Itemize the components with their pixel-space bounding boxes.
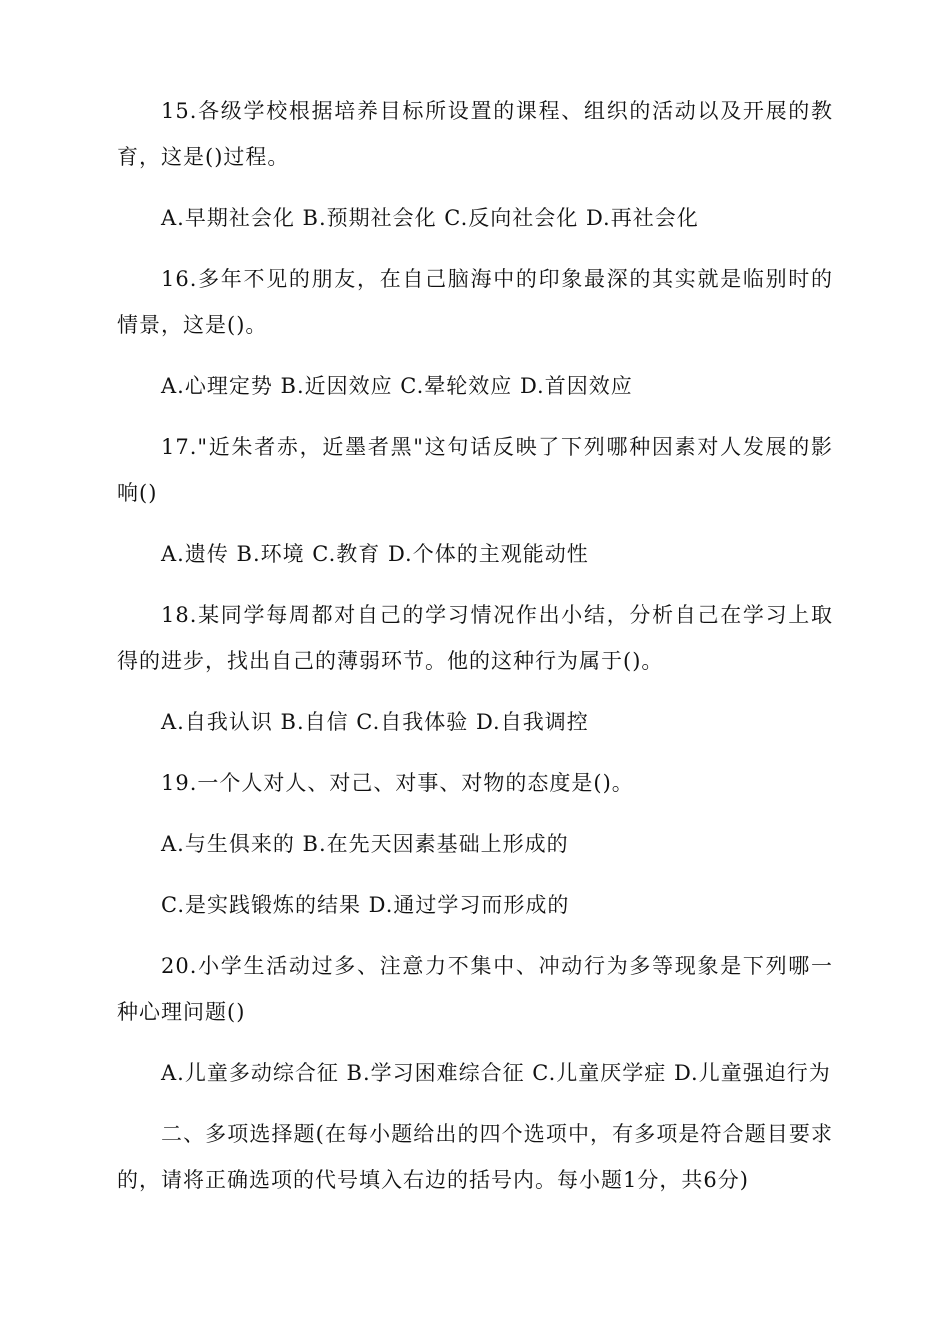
paragraph-spacer: [117, 867, 833, 882]
paragraph-spacer: [117, 577, 833, 592]
question-18-stem: 18.某同学每周都对自己的学习情况作出小结，分析自己在学习上取得的进步，找出自己的薄弱环节。他的这种行为属于()。: [117, 603, 833, 673]
paragraph-spacer: [117, 1035, 833, 1050]
paragraph-spacer: [117, 684, 833, 699]
document-page: [117, 88, 833, 1203]
paragraph-spacer: [117, 241, 833, 256]
paragraph-spacer: [117, 1096, 833, 1111]
question-19-stem: 19.一个人对人、对己、对事、对物的态度是()。: [161, 771, 634, 795]
question-20-options: A.儿童多动综合征 B.学习困难综合征 C.儿童厌学症 D.儿童强迫行为: [161, 1061, 831, 1085]
paragraph-spacer: [117, 180, 833, 195]
question-20-stem: 20.小学生活动过多、注意力不集中、冲动行为多等现象是下列哪一种心理问题(): [117, 954, 833, 1024]
question-17-stem: 17."近朱者赤，近墨者黑"这句话反映了下列哪种因素对人发展的影响(): [117, 435, 833, 505]
question-17-options: A.遗传 B.环境 C.教育 D.个体的主观能动性: [161, 542, 589, 566]
paragraph-spacer: [117, 806, 833, 821]
question-15-options: A.早期社会化 B.预期社会化 C.反向社会化 D.再社会化: [161, 206, 699, 230]
paragraph-spacer: [117, 745, 833, 760]
paragraph-spacer: [117, 409, 833, 424]
question-18-options: A.自我认识 B.自信 C.自我体验 D.自我调控: [161, 710, 589, 734]
question-15-stem: 15.各级学校根据培养目标所设置的课程、组织的活动以及开展的教育，这是()过程。: [117, 99, 833, 169]
section-two-heading: 二、多项选择题(在每小题给出的四个选项中，有多项是符合题目要求的，请将正确选项的代号填入右边的括号内。每小题1分，共6分): [117, 1122, 833, 1192]
question-16-stem: 16.多年不见的朋友，在自己脑海中的印象最深的其实就是临别时的情景，这是()。: [117, 267, 833, 337]
question-16-options: A.心理定势 B.近因效应 C.晕轮效应 D.首因效应: [161, 374, 633, 398]
question-19-options-cd: C.是实践锻炼的结果 D.通过学习而形成的: [161, 893, 570, 917]
paragraph-spacer: [117, 516, 833, 531]
paragraph-spacer: [117, 928, 833, 943]
paragraph-spacer: [117, 348, 833, 363]
question-19-options-ab: A.与生俱来的 B.在先天因素基础上形成的: [161, 832, 569, 856]
